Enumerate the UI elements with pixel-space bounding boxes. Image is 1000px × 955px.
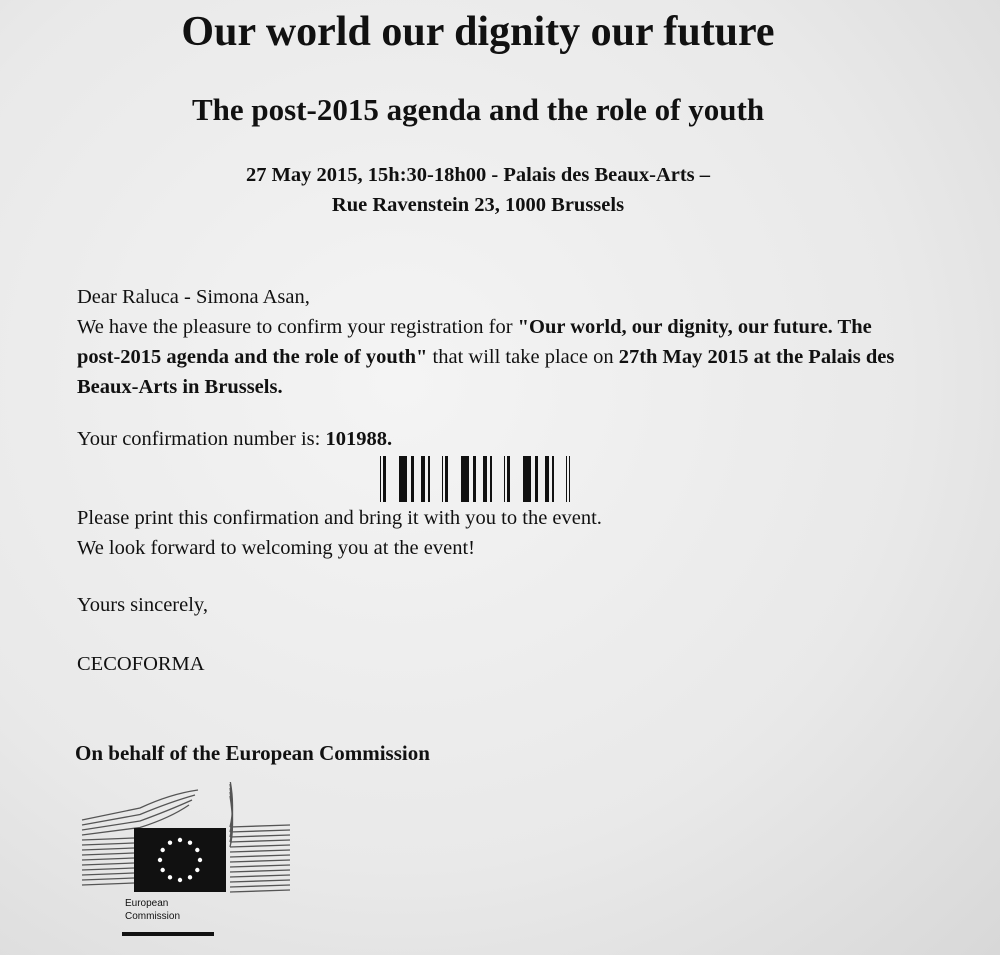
paragraph-text: We have the pleasure to confirm your registration for — [77, 316, 518, 338]
document-subtitle: The post-2015 agenda and the role of youth — [191, 92, 765, 127]
eu-flag — [134, 828, 226, 892]
confirmation-number: 101988. — [325, 428, 393, 450]
event-date-place: 27th May 2015 at the Palais des Beaux-Arts in Brussels. — [77, 346, 895, 398]
confirmation-label: Your confirmation number is: — [77, 428, 326, 450]
confirmation-paragraph — [77, 312, 897, 402]
event-date-location: 27 May 2015, 15h:30-18h00 - Palais des Beaux-Arts – — [245, 164, 711, 186]
european-commission-logo — [80, 782, 300, 942]
print-note: Please print this confirmation and bring it with you to the event. — [77, 507, 602, 529]
on-behalf-line: On behalf of the European Commission — [75, 741, 430, 765]
logo-text: European — [125, 898, 169, 909]
document-title: Our world our dignity our future — [181, 9, 775, 55]
signature: CECOFORMA — [77, 653, 205, 675]
logo-text: Commission — [125, 911, 181, 922]
event-name: "Our world, our dignity, our future. The post-2015 agenda and the role of youth" — [77, 316, 872, 368]
salutation: Dear Raluca - Simona Asan, — [77, 286, 310, 308]
event-address: Rue Ravenstein 23, 1000 Brussels — [331, 194, 625, 216]
barcode — [378, 456, 572, 502]
logo-underline — [122, 932, 214, 936]
confirmation-line — [77, 424, 897, 454]
look-forward-note: We look forward to welcoming you at the event! — [77, 537, 475, 559]
closing: Yours sincerely, — [77, 594, 208, 616]
paragraph-text: that will take place on — [427, 346, 619, 368]
instructions — [77, 503, 897, 563]
letter-intro — [77, 282, 897, 402]
